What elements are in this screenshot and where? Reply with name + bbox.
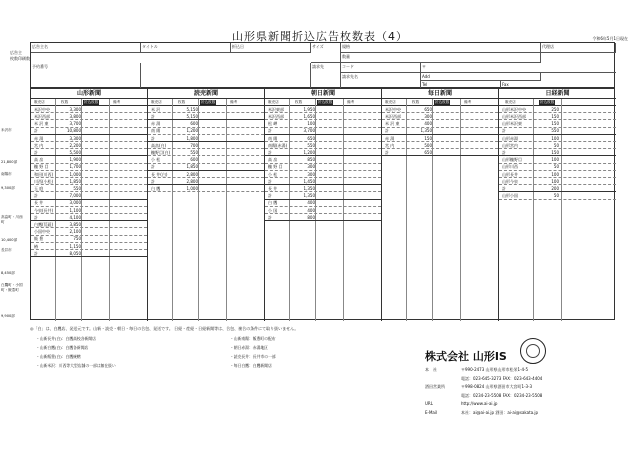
store-count: 5,150	[186, 113, 198, 119]
store-count: 1,350	[303, 185, 315, 191]
store-row	[499, 156, 616, 163]
store-name: 糠 野 目	[268, 164, 283, 170]
store-count: 1,000	[186, 185, 198, 191]
paper-nikkei	[499, 89, 616, 321]
region-yonezawa-total: 21,800部	[1, 160, 18, 164]
store-count: 2,800	[186, 171, 198, 177]
store-count: 1,950	[303, 106, 315, 112]
header-form	[30, 42, 615, 88]
column-headers: 販売店 折込枚数	[499, 99, 616, 106]
store-name: 山形今泉	[502, 178, 518, 184]
store-count: 1,850	[186, 164, 198, 170]
store-count: 600	[190, 121, 198, 127]
store-name: 計	[34, 149, 38, 155]
store-row	[148, 149, 264, 156]
store-row	[265, 164, 381, 171]
store-name: 米 沢	[151, 106, 161, 112]
store-row	[265, 106, 381, 113]
store-row	[265, 171, 381, 178]
store-count: 550	[551, 128, 559, 134]
store-name: 玉 庭	[34, 185, 44, 191]
subtotal-row	[382, 149, 498, 156]
subtotal-row	[148, 164, 264, 171]
subtotal-row	[499, 185, 616, 192]
store-row	[499, 164, 616, 171]
store-count: 100	[307, 121, 315, 127]
store-name: 山形米沢中央	[502, 106, 526, 112]
store-name: 計	[34, 128, 38, 134]
store-name: 計	[151, 135, 155, 141]
paper-name: 読売新聞	[148, 89, 264, 99]
store-count: 3,800	[69, 113, 81, 119]
field-billing: 請求先	[311, 63, 341, 89]
store-count: 2,800	[186, 178, 198, 184]
store-row	[499, 135, 616, 142]
store-row	[499, 171, 616, 178]
region-shirataka: 白鷹町・小国町・飯豊町	[1, 283, 23, 292]
subtotal-row	[148, 135, 264, 142]
store-count: 150	[551, 113, 559, 119]
store-name: 米沢中央	[34, 106, 50, 112]
store-row	[31, 164, 147, 171]
store-row	[382, 113, 498, 120]
store-count: 50	[553, 164, 559, 170]
store-row	[31, 207, 147, 214]
store-name: 米沢中央	[385, 106, 401, 112]
region-yonezawa: 米沢市	[1, 128, 12, 132]
store-row	[31, 200, 147, 207]
store-name: 小 国	[268, 207, 278, 213]
address-line: 酒田営業所 〒998-0824 山形県酒田市大宮町1-3-3	[425, 384, 533, 390]
store-count: 1,000	[69, 171, 81, 177]
store-name: 椿	[34, 243, 38, 249]
store-name: 計	[34, 193, 38, 199]
store-row	[265, 142, 381, 149]
store-count: 50	[553, 193, 559, 199]
subtotal-row	[265, 128, 381, 135]
store-name: 高 畠	[268, 157, 278, 163]
store-count: 3,700	[69, 121, 81, 127]
store-row	[499, 142, 616, 149]
store-name: 米沢東部	[268, 106, 284, 112]
store-count: 100	[551, 178, 559, 184]
store-count: 3,000	[69, 200, 81, 206]
field-size: サイズ	[311, 43, 341, 63]
paper-name: 毎日新聞	[382, 89, 498, 99]
store-row	[265, 113, 381, 120]
field-postal: 〒	[421, 63, 616, 73]
field-blank	[141, 63, 311, 89]
store-row	[148, 171, 264, 178]
store-row	[148, 156, 264, 163]
store-count: 3,700	[303, 128, 315, 134]
store-name: 山形糠野目	[502, 157, 522, 163]
store-count: 3,300	[69, 106, 81, 112]
store-row	[499, 113, 616, 120]
store-name: 計	[151, 178, 155, 184]
store-name: 宮 内	[385, 142, 395, 148]
store-count: 2,100	[69, 229, 81, 235]
store-name: 宮 内	[34, 142, 44, 148]
store-row	[499, 120, 616, 127]
store-row	[31, 178, 147, 185]
store-count: 600	[190, 157, 198, 163]
store-name: 山形川西	[502, 164, 518, 170]
store-name: 小 松	[151, 157, 161, 163]
address-line: 電話：023-645-3273 FAX：023-643-4404	[461, 375, 543, 381]
store-count: 1,800	[186, 135, 198, 141]
subtotal-row	[31, 128, 147, 135]
subtotal-row	[265, 214, 381, 221]
notes-col-2: ・山新南陽：飯豊町の配布 ・朝日赤湯：赤湯地区 ・読売長井：長井市の一部 ・毎日白鷹：白鷹新聞店	[230, 336, 276, 368]
store-name: 山形長井	[502, 171, 518, 177]
region-takahata: 高畠町・川西町	[1, 215, 23, 224]
field-fax: Fax	[502, 82, 509, 87]
store-name: 米 沢 東	[34, 121, 49, 127]
subtotal-row	[148, 113, 264, 120]
store-row	[265, 200, 381, 207]
store-count: 8,050	[69, 250, 81, 256]
store-count: 1,200	[303, 149, 315, 155]
store-count: 100	[551, 157, 559, 163]
store-name: 南 陽	[151, 128, 161, 134]
store-count: 550	[307, 142, 315, 148]
store-row	[499, 192, 616, 199]
subtotal-row	[265, 149, 381, 156]
store-count: 150	[551, 121, 559, 127]
notes-top: ◎「白」は、白鷹店、発送元です。山新・読売・朝日・毎日の合包、発送です。 日経・産経・日経新聞等は、合包、複合の条件にて取り扱いません。	[30, 326, 299, 331]
store-row	[31, 185, 147, 192]
store-count: 150	[551, 149, 559, 155]
store-name: 松 岬	[268, 121, 278, 127]
store-count: 5,500	[69, 149, 81, 155]
store-row	[265, 185, 381, 192]
address-line: URL http://www.ai-ai.jp	[425, 401, 498, 407]
store-count: 800	[307, 214, 315, 220]
store-name: 山形米沢西部	[502, 113, 526, 119]
paper-name: 朝日新聞	[265, 89, 381, 99]
store-count: 2,200	[69, 142, 81, 148]
store-count: 300	[424, 113, 432, 119]
store-row	[31, 171, 147, 178]
store-row	[31, 221, 147, 228]
store-count: 1,150	[69, 243, 81, 249]
store-name: 計	[385, 149, 389, 155]
store-row	[265, 207, 381, 214]
store-name: 赤 湯	[385, 135, 395, 141]
store-row	[148, 128, 264, 135]
store-name: 白鷹(荒砥)	[34, 221, 54, 227]
store-name: 今泉(長井)	[34, 207, 54, 213]
region-nanyo: 南陽市	[1, 172, 12, 176]
store-count: 100	[551, 135, 559, 141]
store-name: 南 陽	[268, 135, 278, 141]
column-headers: 販売店 枚数 折込枚数 備考	[148, 99, 264, 106]
store-count: 250	[551, 106, 559, 112]
store-name: 長 井	[268, 185, 278, 191]
subtotal-row	[499, 149, 616, 156]
store-name: 和田(川西)	[34, 171, 54, 177]
store-name: 計	[268, 193, 272, 199]
store-name: 山形赤湯	[502, 135, 518, 141]
store-name: 米沢西部	[34, 113, 50, 119]
store-name: 米 沢 東	[385, 121, 400, 127]
distribution-table	[30, 88, 615, 320]
store-count: 1,650	[303, 113, 315, 119]
store-count: 7,000	[69, 193, 81, 199]
store-name: 米沢西部	[268, 113, 284, 119]
region-nagai: 長井市	[1, 248, 12, 252]
store-count: 300	[307, 164, 315, 170]
store-name: 計	[151, 113, 155, 119]
store-count: 1,450	[303, 178, 315, 184]
subtotal-row	[148, 178, 264, 185]
region-nanyo-total: 9,300部	[1, 186, 15, 190]
field-advertiser: 広告主名	[31, 43, 141, 53]
paper-name: 山形新聞	[31, 89, 147, 99]
address-line: E-Mail 本社：ai@ai-ai.jp 酒田：ai-ai@sakata.jp	[425, 409, 539, 415]
column-headers: 販売店 枚数 折込枚数 備考	[382, 99, 498, 106]
paper-yomiuri	[148, 89, 265, 321]
store-count: 300	[307, 171, 315, 177]
store-row	[265, 135, 381, 142]
store-count: 1,850	[69, 178, 81, 184]
store-name: 長 井	[34, 200, 44, 206]
store-name: 計	[151, 164, 155, 170]
store-count: 850	[307, 157, 315, 163]
company-logo-icon	[520, 338, 546, 364]
store-row	[499, 106, 616, 113]
store-row	[265, 156, 381, 163]
field-billing-name: 請求先名	[341, 73, 421, 89]
store-row	[31, 135, 147, 142]
subtotal-row	[265, 178, 381, 185]
store-name: 赤 湯	[34, 135, 44, 141]
store-count: 1,200	[186, 128, 198, 134]
store-name: 計	[268, 178, 272, 184]
store-name: 計	[34, 214, 38, 220]
store-name: 白 鷹	[268, 200, 278, 206]
store-row	[382, 120, 498, 127]
store-name: 高畠(白)	[151, 142, 167, 148]
store-count: 50	[553, 142, 559, 148]
store-name: 山形米沢東	[502, 121, 522, 127]
store-row	[31, 236, 147, 243]
store-count: 400	[307, 200, 315, 206]
subtotal-row	[382, 128, 498, 135]
store-count: 650	[424, 106, 432, 112]
subtotal-row	[499, 128, 616, 135]
subtotal-row	[31, 214, 147, 221]
store-count: 4,100	[69, 214, 81, 220]
store-row	[31, 113, 147, 120]
subtotal-row	[31, 149, 147, 156]
store-count: 100	[551, 171, 559, 177]
side-label: 広告主 枚数印刷数	[10, 50, 30, 61]
store-row	[31, 142, 147, 149]
store-count: 10,800	[67, 128, 81, 134]
store-name: 白 鷹	[151, 185, 161, 191]
store-row	[31, 243, 147, 250]
store-count: 150	[424, 135, 432, 141]
document-date: 令和6年5月1日現在	[592, 36, 628, 41]
notes-col-1: ・山新長井(白)：白鷹高校各新聞店 ・山新白鷹(白)：白鷹各新聞店 ・山新飯豊(白)：白鷹統轄 ・山新米沢：川西等大型店舗の一部は無在扱い	[36, 336, 116, 368]
store-name: 山形宮内	[502, 142, 518, 148]
field-insert-date: 折込日	[231, 43, 311, 53]
store-name: 小国中央	[34, 229, 50, 235]
store-row	[31, 120, 147, 127]
store-row	[265, 120, 381, 127]
field-spec: 規格	[341, 43, 541, 53]
field-title: タイトル	[141, 43, 231, 53]
company-name: 株式会社 山形IS	[425, 350, 507, 363]
region-takahata-total: 10,400部	[1, 238, 18, 242]
address-line: 本 社 〒990-2473 山形県山形市松栄1-4-5	[425, 367, 529, 372]
store-row	[31, 228, 147, 235]
column-headers: 販売店 枚数 折込枚数 備考	[265, 99, 381, 106]
store-row	[148, 185, 264, 192]
subtotal-row	[31, 250, 147, 257]
region-nagai-total: 8,450部	[1, 271, 15, 275]
store-count: 550	[73, 185, 81, 191]
store-count: 400	[307, 207, 315, 213]
store-name: 川西(小松)	[34, 178, 54, 184]
paper-yamagata	[31, 89, 148, 321]
store-name: 糠 野 目	[34, 164, 49, 170]
page-title: 山形県新聞折込広告枚数表（4）	[232, 30, 408, 43]
store-count: 3,300	[69, 135, 81, 141]
store-count: 650	[424, 149, 432, 155]
store-count: 500	[424, 142, 432, 148]
store-row	[382, 142, 498, 149]
subtotal-row	[265, 192, 381, 199]
store-row	[382, 135, 498, 142]
store-name: 計	[268, 128, 272, 134]
store-count: 400	[424, 121, 432, 127]
store-name: 赤 湯	[151, 121, 161, 127]
field-address: Add	[421, 73, 541, 81]
store-row	[148, 106, 264, 113]
store-row	[148, 120, 264, 127]
store-count: 550	[190, 149, 198, 155]
store-count: 1,350	[420, 128, 432, 134]
company-address	[425, 366, 542, 418]
field-tel: Tel	[421, 81, 501, 89]
column-headers: 販売店 枚数 折込枚数 備考	[31, 99, 147, 106]
store-row	[382, 106, 498, 113]
field-code: コード	[341, 63, 421, 73]
store-name: 飯 豊	[34, 236, 44, 242]
field-quantity: 数量	[341, 53, 541, 63]
store-count: 650	[307, 135, 315, 141]
store-name: 長 井(白)	[151, 171, 168, 177]
paper-mainichi	[382, 89, 499, 321]
store-count: 750	[73, 236, 81, 242]
store-name: 米沢西部	[385, 113, 401, 119]
region-shirataka-total: 9,900部	[1, 314, 15, 318]
store-row	[148, 142, 264, 149]
store-name: 計	[268, 214, 272, 220]
store-row	[31, 106, 147, 113]
store-name: 計	[268, 149, 272, 155]
store-name: 計	[34, 250, 38, 256]
store-count: 3,850	[69, 221, 81, 227]
field-reservation: 予約番号	[31, 63, 141, 89]
store-name: 南陽(赤湯)	[268, 142, 288, 148]
paper-name: 日経新聞	[499, 89, 616, 99]
paper-asahi	[265, 89, 382, 321]
store-name: 高 畠	[34, 157, 44, 163]
subtotal-row	[31, 192, 147, 199]
store-count: 1,900	[69, 157, 81, 163]
store-count: 5,150	[186, 106, 198, 112]
store-name: 計	[502, 185, 506, 191]
store-count: 1,700	[69, 164, 81, 170]
store-row	[499, 178, 616, 185]
store-name: 山形小国	[502, 193, 518, 199]
store-count: 200	[551, 185, 559, 191]
store-row	[31, 156, 147, 163]
store-count: 1,100	[69, 207, 81, 213]
store-count: 700	[190, 142, 198, 148]
address-line: 電話：0234-23-5508 FAX：0234-23-5508	[461, 392, 543, 398]
store-count: 1,350	[303, 193, 315, 199]
store-name: 小 松	[268, 171, 278, 177]
field-agency: 代理店	[541, 43, 616, 53]
store-name: 計	[502, 149, 506, 155]
store-name: 糠野目(白)	[151, 149, 171, 155]
store-name: 計	[502, 128, 506, 134]
store-name: 計	[385, 128, 389, 134]
